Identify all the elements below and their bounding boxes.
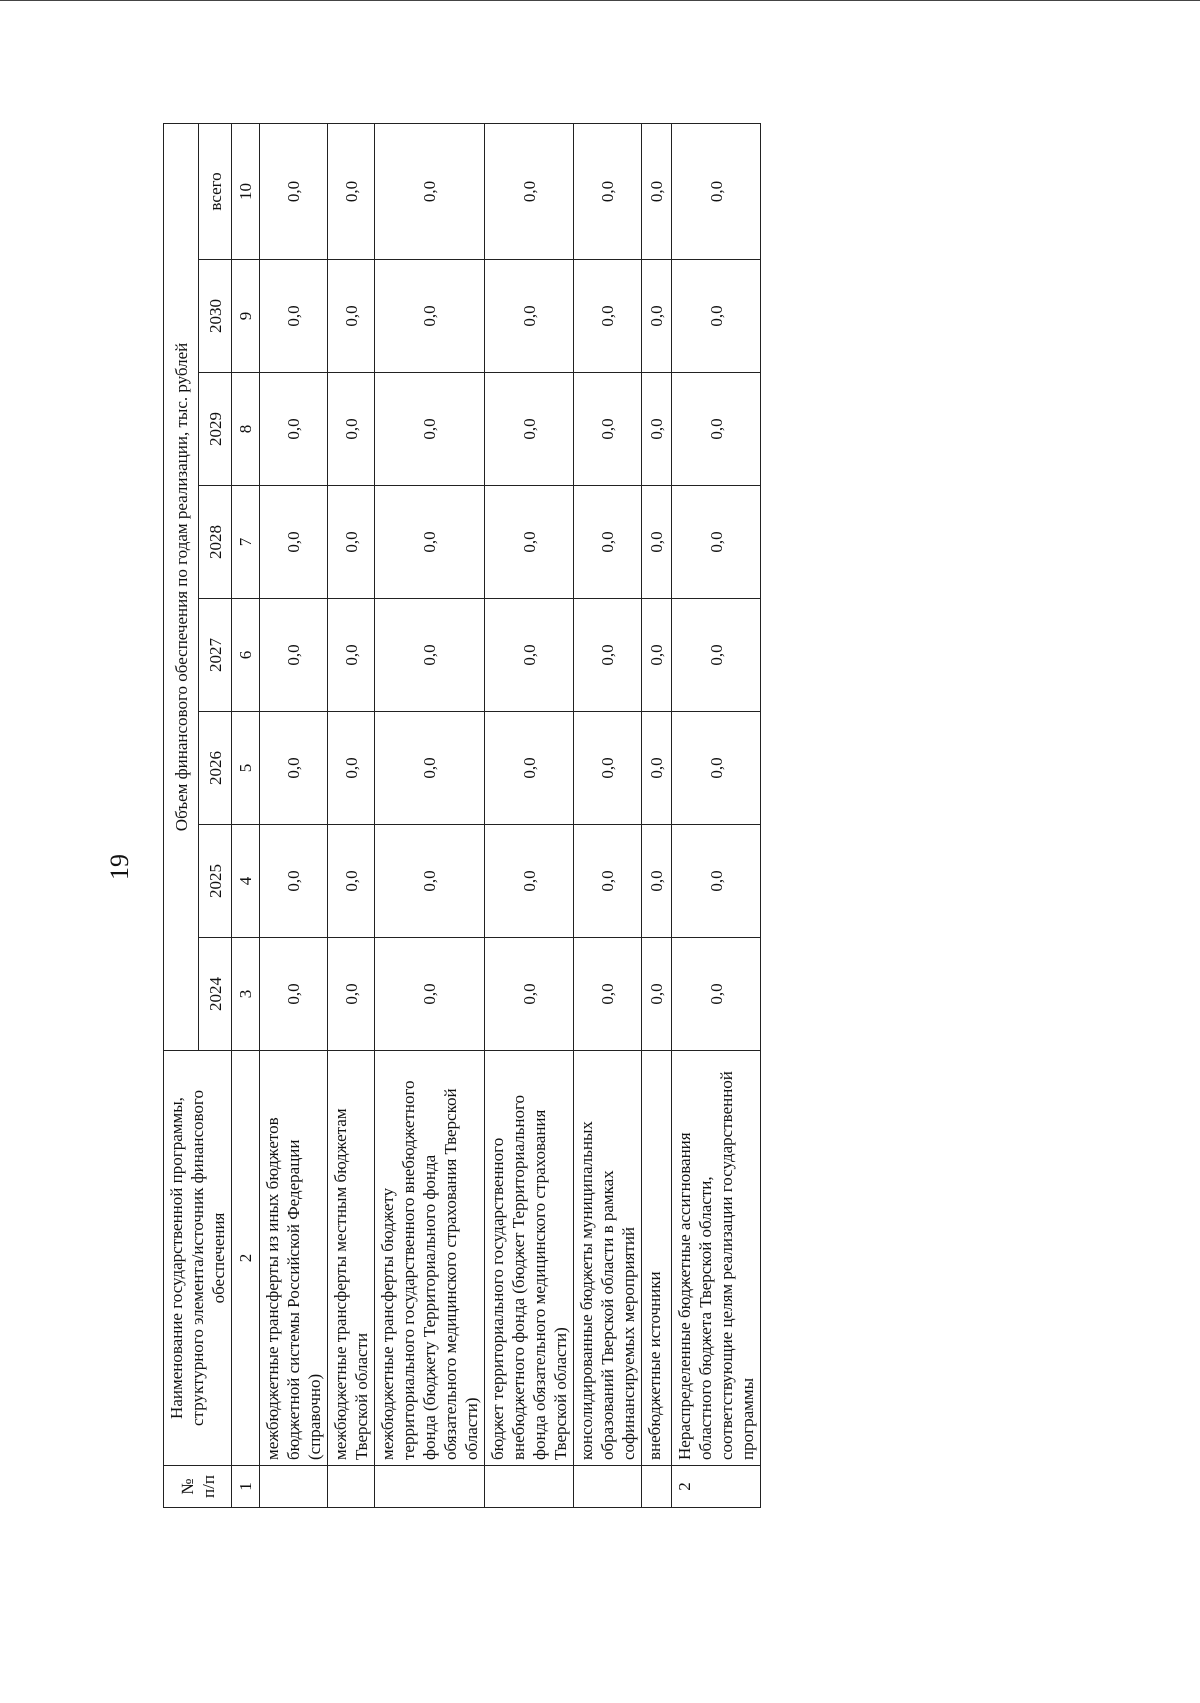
row-value: 0,0 bbox=[375, 260, 485, 373]
row-value: 0,0 bbox=[642, 938, 672, 1051]
row-num bbox=[574, 1466, 642, 1508]
row-value: 0,0 bbox=[642, 123, 672, 259]
row-value: 0,0 bbox=[672, 825, 761, 938]
page-number: 19 bbox=[105, 854, 134, 880]
column-number: 3 bbox=[232, 938, 260, 1051]
row-name: консолидированные бюджеты муниципальных образований Тверской области в рамках софинансируемых мероприятий bbox=[574, 1051, 642, 1466]
column-number: 6 bbox=[232, 599, 260, 712]
financing-table bbox=[163, 123, 761, 1508]
row-value: 0,0 bbox=[672, 486, 761, 599]
row-num bbox=[260, 1466, 328, 1508]
row-num bbox=[485, 1466, 574, 1508]
row-value: 0,0 bbox=[375, 712, 485, 825]
table-row bbox=[485, 123, 574, 1507]
column-number: 4 bbox=[232, 825, 260, 938]
row-value: 0,0 bbox=[260, 260, 328, 373]
row-value: 0,0 bbox=[485, 712, 574, 825]
row-name: внебюджетные источники bbox=[642, 1051, 672, 1466]
column-number: 2 bbox=[232, 1051, 260, 1466]
table-row bbox=[260, 123, 328, 1507]
row-value: 0,0 bbox=[574, 486, 642, 599]
column-number: 9 bbox=[232, 260, 260, 373]
row-value: 0,0 bbox=[375, 938, 485, 1051]
row-value: 0,0 bbox=[260, 373, 328, 486]
header-year: 2028 bbox=[199, 486, 232, 599]
header-year: 2027 bbox=[199, 599, 232, 712]
row-value: 0,0 bbox=[672, 260, 761, 373]
row-value: 0,0 bbox=[574, 825, 642, 938]
row-value: 0,0 bbox=[485, 260, 574, 373]
rotated-table-container bbox=[163, 124, 757, 1508]
row-value: 0,0 bbox=[672, 938, 761, 1051]
row-value: 0,0 bbox=[642, 486, 672, 599]
column-number-row bbox=[232, 123, 260, 1507]
column-number: 5 bbox=[232, 712, 260, 825]
row-value: 0,0 bbox=[672, 373, 761, 486]
row-name: межбюджетные трансферты бюджету территориального государственного внебюджетного фонда (бюджету Территориального фонда обязательного медицинского страхования Тверской области) bbox=[375, 1051, 485, 1466]
row-value: 0,0 bbox=[328, 123, 375, 259]
header-num: № п/п bbox=[164, 1466, 232, 1508]
row-value: 0,0 bbox=[260, 486, 328, 599]
row-name: бюджет территориального государственного внебюджетного фонда (бюджет Территориального фонда обязательного медицинского страхования Тверской области) bbox=[485, 1051, 574, 1466]
row-value: 0,0 bbox=[260, 712, 328, 825]
header-year: 2025 bbox=[199, 825, 232, 938]
row-value: 0,0 bbox=[574, 599, 642, 712]
row-value: 0,0 bbox=[485, 373, 574, 486]
row-name: межбюджетные трансферты из иных бюджетов бюджетной системы Российской Федерации (справочно) bbox=[260, 1051, 328, 1466]
scan-edge-line bbox=[0, 0, 1200, 1]
row-num bbox=[375, 1466, 485, 1508]
table-row bbox=[574, 123, 642, 1507]
row-value: 0,0 bbox=[260, 123, 328, 259]
header-name: Наименование государственной программы, структурного элемента/источник финансового обеспечения bbox=[164, 1051, 232, 1466]
row-value: 0,0 bbox=[485, 938, 574, 1051]
row-value: 0,0 bbox=[328, 486, 375, 599]
row-value: 0,0 bbox=[485, 825, 574, 938]
row-num bbox=[642, 1466, 672, 1508]
row-value: 0,0 bbox=[328, 260, 375, 373]
row-value: 0,0 bbox=[260, 825, 328, 938]
header-year: 2029 bbox=[199, 373, 232, 486]
row-value: 0,0 bbox=[574, 260, 642, 373]
column-number: 10 bbox=[232, 123, 260, 259]
row-value: 0,0 bbox=[642, 373, 672, 486]
row-value: 0,0 bbox=[328, 938, 375, 1051]
row-value: 0,0 bbox=[260, 938, 328, 1051]
row-name: Нераспределенные бюджетные ассигнования областного бюджета Тверской области, соответствующие целям реализации государственной программы bbox=[672, 1051, 761, 1466]
row-value: 0,0 bbox=[672, 123, 761, 259]
row-value: 0,0 bbox=[642, 599, 672, 712]
row-value: 0,0 bbox=[672, 712, 761, 825]
header-year: 2026 bbox=[199, 712, 232, 825]
column-number: 1 bbox=[232, 1466, 260, 1508]
row-value: 0,0 bbox=[574, 373, 642, 486]
row-value: 0,0 bbox=[328, 373, 375, 486]
row-value: 0,0 bbox=[375, 599, 485, 712]
row-value: 0,0 bbox=[485, 486, 574, 599]
table-row bbox=[328, 123, 375, 1507]
row-value: 0,0 bbox=[672, 599, 761, 712]
row-value: 0,0 bbox=[642, 825, 672, 938]
row-value: 0,0 bbox=[375, 825, 485, 938]
row-value: 0,0 bbox=[574, 938, 642, 1051]
row-value: 0,0 bbox=[485, 599, 574, 712]
header-total: всего bbox=[199, 123, 232, 259]
row-num: 2 bbox=[672, 1466, 761, 1508]
table-row bbox=[642, 123, 672, 1507]
row-value: 0,0 bbox=[642, 712, 672, 825]
row-value: 0,0 bbox=[574, 123, 642, 259]
row-value: 0,0 bbox=[260, 599, 328, 712]
table-row bbox=[672, 123, 761, 1507]
row-value: 0,0 bbox=[642, 260, 672, 373]
row-value: 0,0 bbox=[375, 123, 485, 259]
row-value: 0,0 bbox=[375, 373, 485, 486]
row-num bbox=[328, 1466, 375, 1508]
row-value: 0,0 bbox=[485, 123, 574, 259]
row-name: межбюджетные трансферты местным бюджетам Тверской области bbox=[328, 1051, 375, 1466]
row-value: 0,0 bbox=[328, 825, 375, 938]
header-group: Объем финансового обеспечения по годам реализации, тыс. рублей bbox=[164, 123, 199, 1050]
row-value: 0,0 bbox=[375, 486, 485, 599]
column-number: 7 bbox=[232, 486, 260, 599]
row-value: 0,0 bbox=[328, 599, 375, 712]
row-value: 0,0 bbox=[328, 712, 375, 825]
column-number: 8 bbox=[232, 373, 260, 486]
table-row bbox=[375, 123, 485, 1507]
header-year: 2024 bbox=[199, 938, 232, 1051]
row-value: 0,0 bbox=[574, 712, 642, 825]
header-year: 2030 bbox=[199, 260, 232, 373]
